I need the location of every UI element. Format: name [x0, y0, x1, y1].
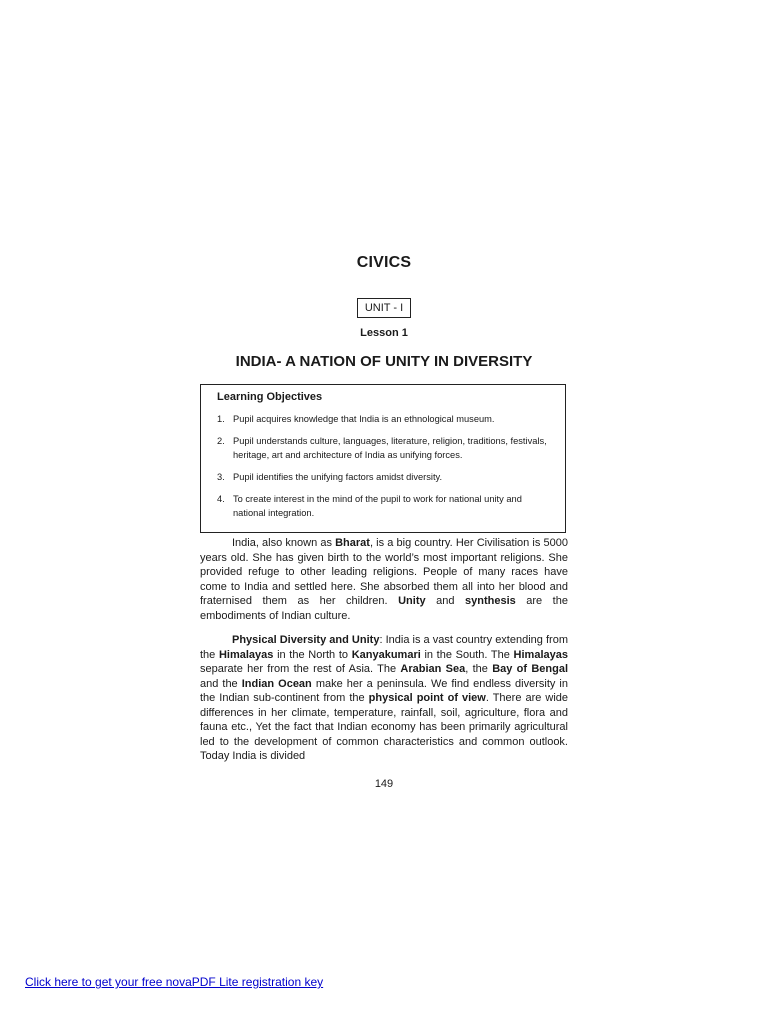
learning-objectives-list	[217, 412, 551, 520]
paragraph-introduction: India, also known as Bharat, is a big country. Her Civilisation is 5000 years old. She has given birth to the world’s most important religions. She provided refuge to other leading religions. People of many races have come to India and settled here. She absorbed them all into her blood and fraternised them as her children. Unity and synthesis are the embodiments of Indian culture.	[200, 537, 568, 622]
paragraph-physical-diversity: Physical Diversity and Unity: India is a vast country extending from the Himalayas in the North to Kanyakumari in the South. The Himalayas separate her from the rest of Asia. The Arabian Sea, the Bay of Bengal and the Indian Ocean make her a peninsula. We find endless diversity in the Indian sub-continent from the physical point of view. There are wide differences in her climate, temperature, rainfall, soil, agriculture, flora and fauna etc., Yet the fact that Indian economy has been primarily agricultural led to the development of common characteristics and common outlook. Today India is divided	[200, 634, 568, 762]
learning-objectives-box	[200, 384, 566, 533]
objective-item: 3. Pupil identifies the unifying factors amidst diversity.	[217, 472, 443, 482]
objective-item: 4. To create interest in the mind of the pupil to work for national unity and national integration.	[217, 494, 522, 518]
learning-objectives-heading: Learning Objectives	[217, 391, 323, 403]
lesson-label: Lesson 1	[360, 327, 408, 339]
unit-label: UNIT - I	[357, 298, 411, 318]
unit-label-wrap	[0, 298, 768, 318]
objective-item: 2. Pupil understands culture, languages, literature, religion, traditions, festivals, heritage, art and architecture of India as unifying forces.	[217, 436, 547, 460]
page-number: 149	[374, 778, 394, 790]
chapter-title: INDIA- A NATION OF UNITY IN DIVERSITY	[235, 353, 533, 370]
objective-item: 1. Pupil acquires knowledge that India is an ethnological museum.	[217, 414, 495, 424]
registration-key-link[interactable]: Click here to get your free novaPDF Lite registration key	[25, 975, 324, 989]
subject-heading: CIVICS	[356, 254, 412, 271]
